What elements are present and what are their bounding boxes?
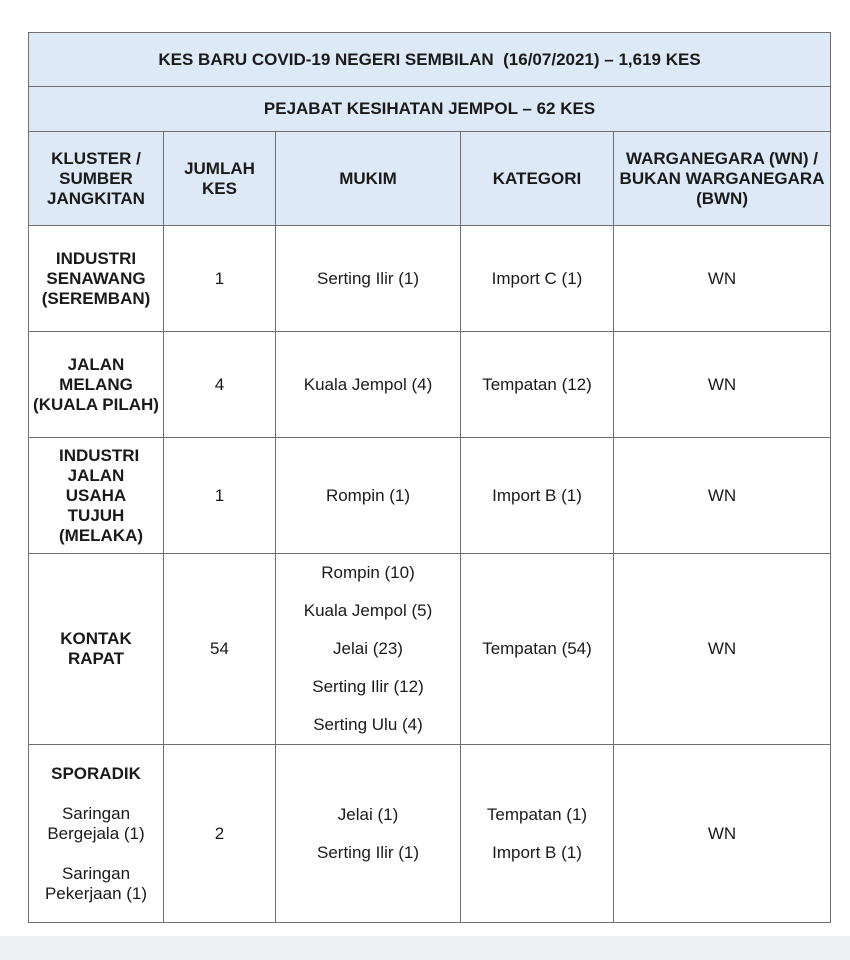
kluster-cell	[29, 745, 164, 923]
mukim-cell	[276, 332, 461, 438]
mukim-item: Serting Ilir (1)	[316, 268, 420, 288]
mukim-item: Rompin (1)	[325, 485, 411, 505]
kategori-item: Import B (1)	[492, 842, 582, 862]
mukim-item: Rompin (10)	[321, 563, 415, 582]
kategori-cell	[461, 226, 614, 332]
jumlah-cell: 1	[164, 438, 276, 554]
kluster-cell: INDUSTRI SENAWANG (SEREMBAN)	[29, 226, 164, 332]
table-row	[29, 745, 831, 923]
kategori-cell	[461, 554, 614, 745]
kategori-item: Import B (1)	[492, 485, 582, 505]
wn-cell: WN	[614, 438, 831, 554]
mukim-item: Jelai (23)	[333, 639, 403, 658]
kluster-cell: INDUSTRI JALAN USAHA TUJUH (MELAKA)	[29, 438, 164, 554]
kategori-cell	[461, 332, 614, 438]
kategori-item: Import C (1)	[491, 268, 583, 288]
wn-cell: WN	[614, 745, 831, 923]
table-row	[29, 332, 831, 438]
subtitle-row	[29, 87, 831, 132]
mukim-cell	[276, 438, 461, 554]
wn-cell: WN	[614, 332, 831, 438]
table-subtitle: PEJABAT KESIHATAN JEMPOL – 62 KES	[29, 87, 831, 132]
kluster-cell: KONTAK RAPAT	[29, 554, 164, 745]
title-row	[29, 33, 831, 87]
kategori-cell	[461, 745, 614, 923]
table-row	[29, 226, 831, 332]
kluster-sub-item: Saringan Pekerjaan (1)	[44, 863, 148, 903]
kluster-cell: JALAN MELANG (KUALA PILAH)	[29, 332, 164, 438]
mukim-item: Jelai (1)	[337, 804, 399, 824]
kategori-item: Tempatan (12)	[482, 374, 592, 394]
kluster-sub-item: Saringan Bergejala (1)	[47, 803, 145, 843]
mukim-item: Kuala Jempol (5)	[303, 601, 433, 620]
column-header-warganegara: WARGANEGARA (WN) / BUKAN WARGANEGARA (BWN)	[614, 132, 831, 226]
mukim-item: Serting Ulu (4)	[313, 715, 423, 734]
kategori-item: Tempatan (1)	[486, 804, 588, 824]
covid-cases-table	[28, 32, 831, 923]
kluster-label: SPORADIK	[51, 763, 141, 783]
column-header-kategori: KATEGORI	[461, 132, 614, 226]
column-header-jumlah: JUMLAH KES	[164, 132, 276, 226]
mukim-cell	[276, 745, 461, 923]
table-row	[29, 438, 831, 554]
table-title: KES BARU COVID-19 NEGERI SEMBILAN (16/07/2021) – 1,619 KES	[29, 33, 831, 87]
table-row	[29, 554, 831, 745]
column-header-row	[29, 132, 831, 226]
column-header-kluster: KLUSTER / SUMBER JANGKITAN	[29, 132, 164, 226]
page-bottom-margin	[0, 936, 850, 960]
jumlah-cell: 4	[164, 332, 276, 438]
mukim-item: Serting Ilir (12)	[312, 677, 424, 696]
mukim-item: Serting Ilir (1)	[316, 842, 420, 862]
mukim-cell	[276, 554, 461, 745]
jumlah-cell: 54	[164, 554, 276, 745]
wn-cell: WN	[614, 554, 831, 745]
wn-cell: WN	[614, 226, 831, 332]
kategori-item: Tempatan (54)	[482, 639, 592, 658]
jumlah-cell: 2	[164, 745, 276, 923]
kategori-cell	[461, 438, 614, 554]
jumlah-cell: 1	[164, 226, 276, 332]
column-header-mukim: MUKIM	[276, 132, 461, 226]
mukim-item: Kuala Jempol (4)	[303, 374, 433, 394]
mukim-cell	[276, 226, 461, 332]
